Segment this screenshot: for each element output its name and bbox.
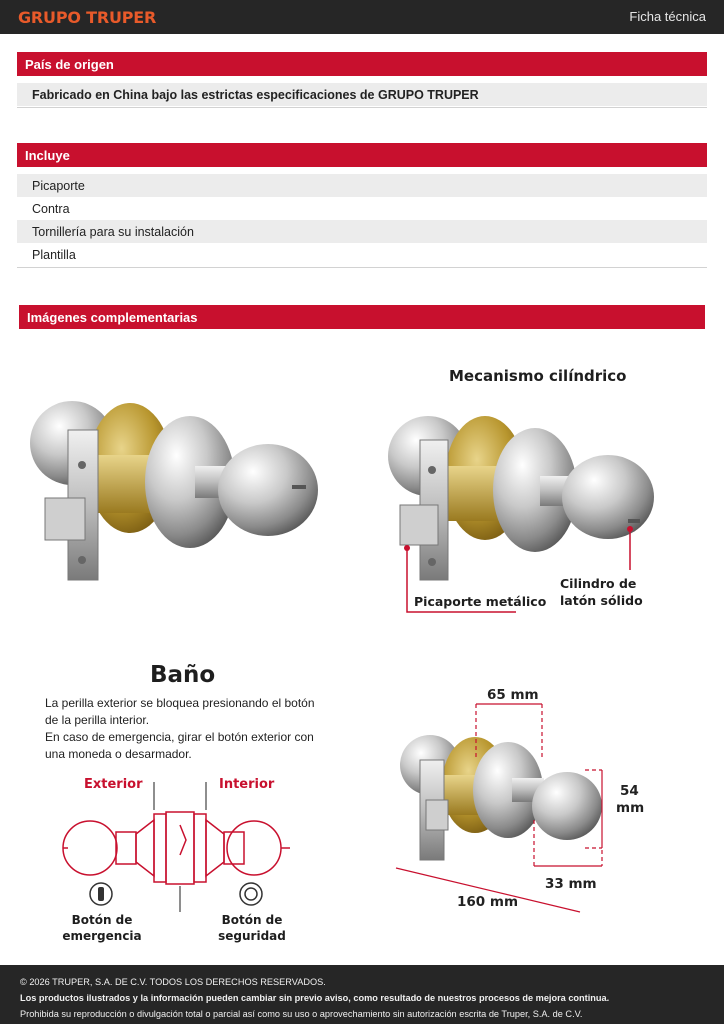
- emergency-button-icon: [90, 883, 112, 905]
- origin-text: Fabricado en China bajo las estrictas especificaciones de GRUPO TRUPER: [17, 83, 707, 106]
- security-button-label-2: seguridad: [218, 929, 286, 943]
- emergency-button-label-2: emergencia: [62, 929, 142, 943]
- security-button-label: [212, 912, 292, 944]
- bath-desc-2: En caso de emergencia, girar el botón exterior con una moneda o desarmador.: [45, 730, 314, 761]
- emergency-button-label-1: Botón de: [71, 913, 133, 927]
- list-item: Picaporte: [17, 174, 707, 197]
- images-section-header: Imágenes complementarias: [19, 305, 705, 329]
- brand-logo: GRUPO TRUPER: [18, 8, 157, 27]
- footer-legal: Prohibida su reproducción o divulgación total o parcial así como su uso o aprovechamiento sin autorización escrita de Truper, S.A. de C.V.: [20, 1009, 583, 1019]
- footer-notice: Los productos ilustrados y la información pueden cambiar sin previo aviso, como resultado de nuestros procesos de mejora continua.: [20, 993, 610, 1003]
- bath-desc-1: La perilla exterior se bloquea presionando el botón de la perilla interior.: [45, 696, 315, 727]
- bath-description: [45, 695, 315, 763]
- bath-title: Baño: [150, 662, 216, 688]
- dim-height-unit: mm: [616, 800, 645, 816]
- security-button-label-1: Botón de: [221, 913, 283, 927]
- interior-label: Interior: [219, 777, 275, 792]
- bath-lock-diagram: [63, 812, 290, 884]
- security-button-icon: [240, 883, 262, 905]
- mechanism-title: Mecanismo cilíndrico: [449, 367, 627, 385]
- cylinder-label-1: Cilindro de: [560, 576, 637, 591]
- lock-image-dimensions: [400, 735, 602, 860]
- exterior-label: Exterior: [84, 777, 143, 792]
- list-item: Plantilla: [32, 248, 76, 262]
- sheet-label: Ficha técnica: [629, 9, 706, 24]
- origin-section-header: País de origen: [17, 52, 707, 76]
- dim-depth: 33 mm: [545, 876, 597, 892]
- dim-length: 160 mm: [457, 894, 519, 910]
- dim-height-value: 54: [620, 783, 639, 799]
- latch-label: Picaporte metálico: [414, 594, 547, 609]
- list-item: Tornillería para su instalación: [17, 220, 707, 243]
- list-item: Contra: [32, 202, 70, 216]
- includes-section-header: Incluye: [17, 143, 707, 167]
- footer: [0, 965, 724, 1024]
- dim-width: 65 mm: [487, 687, 539, 703]
- emergency-button-label: [62, 912, 142, 944]
- footer-copyright: © 2026 TRUPER, S.A. DE C.V. TODOS LOS DERECHOS RESERVADOS.: [20, 977, 326, 987]
- cylinder-label-2: latón sólido: [560, 593, 643, 608]
- lock-image-main: [30, 401, 318, 580]
